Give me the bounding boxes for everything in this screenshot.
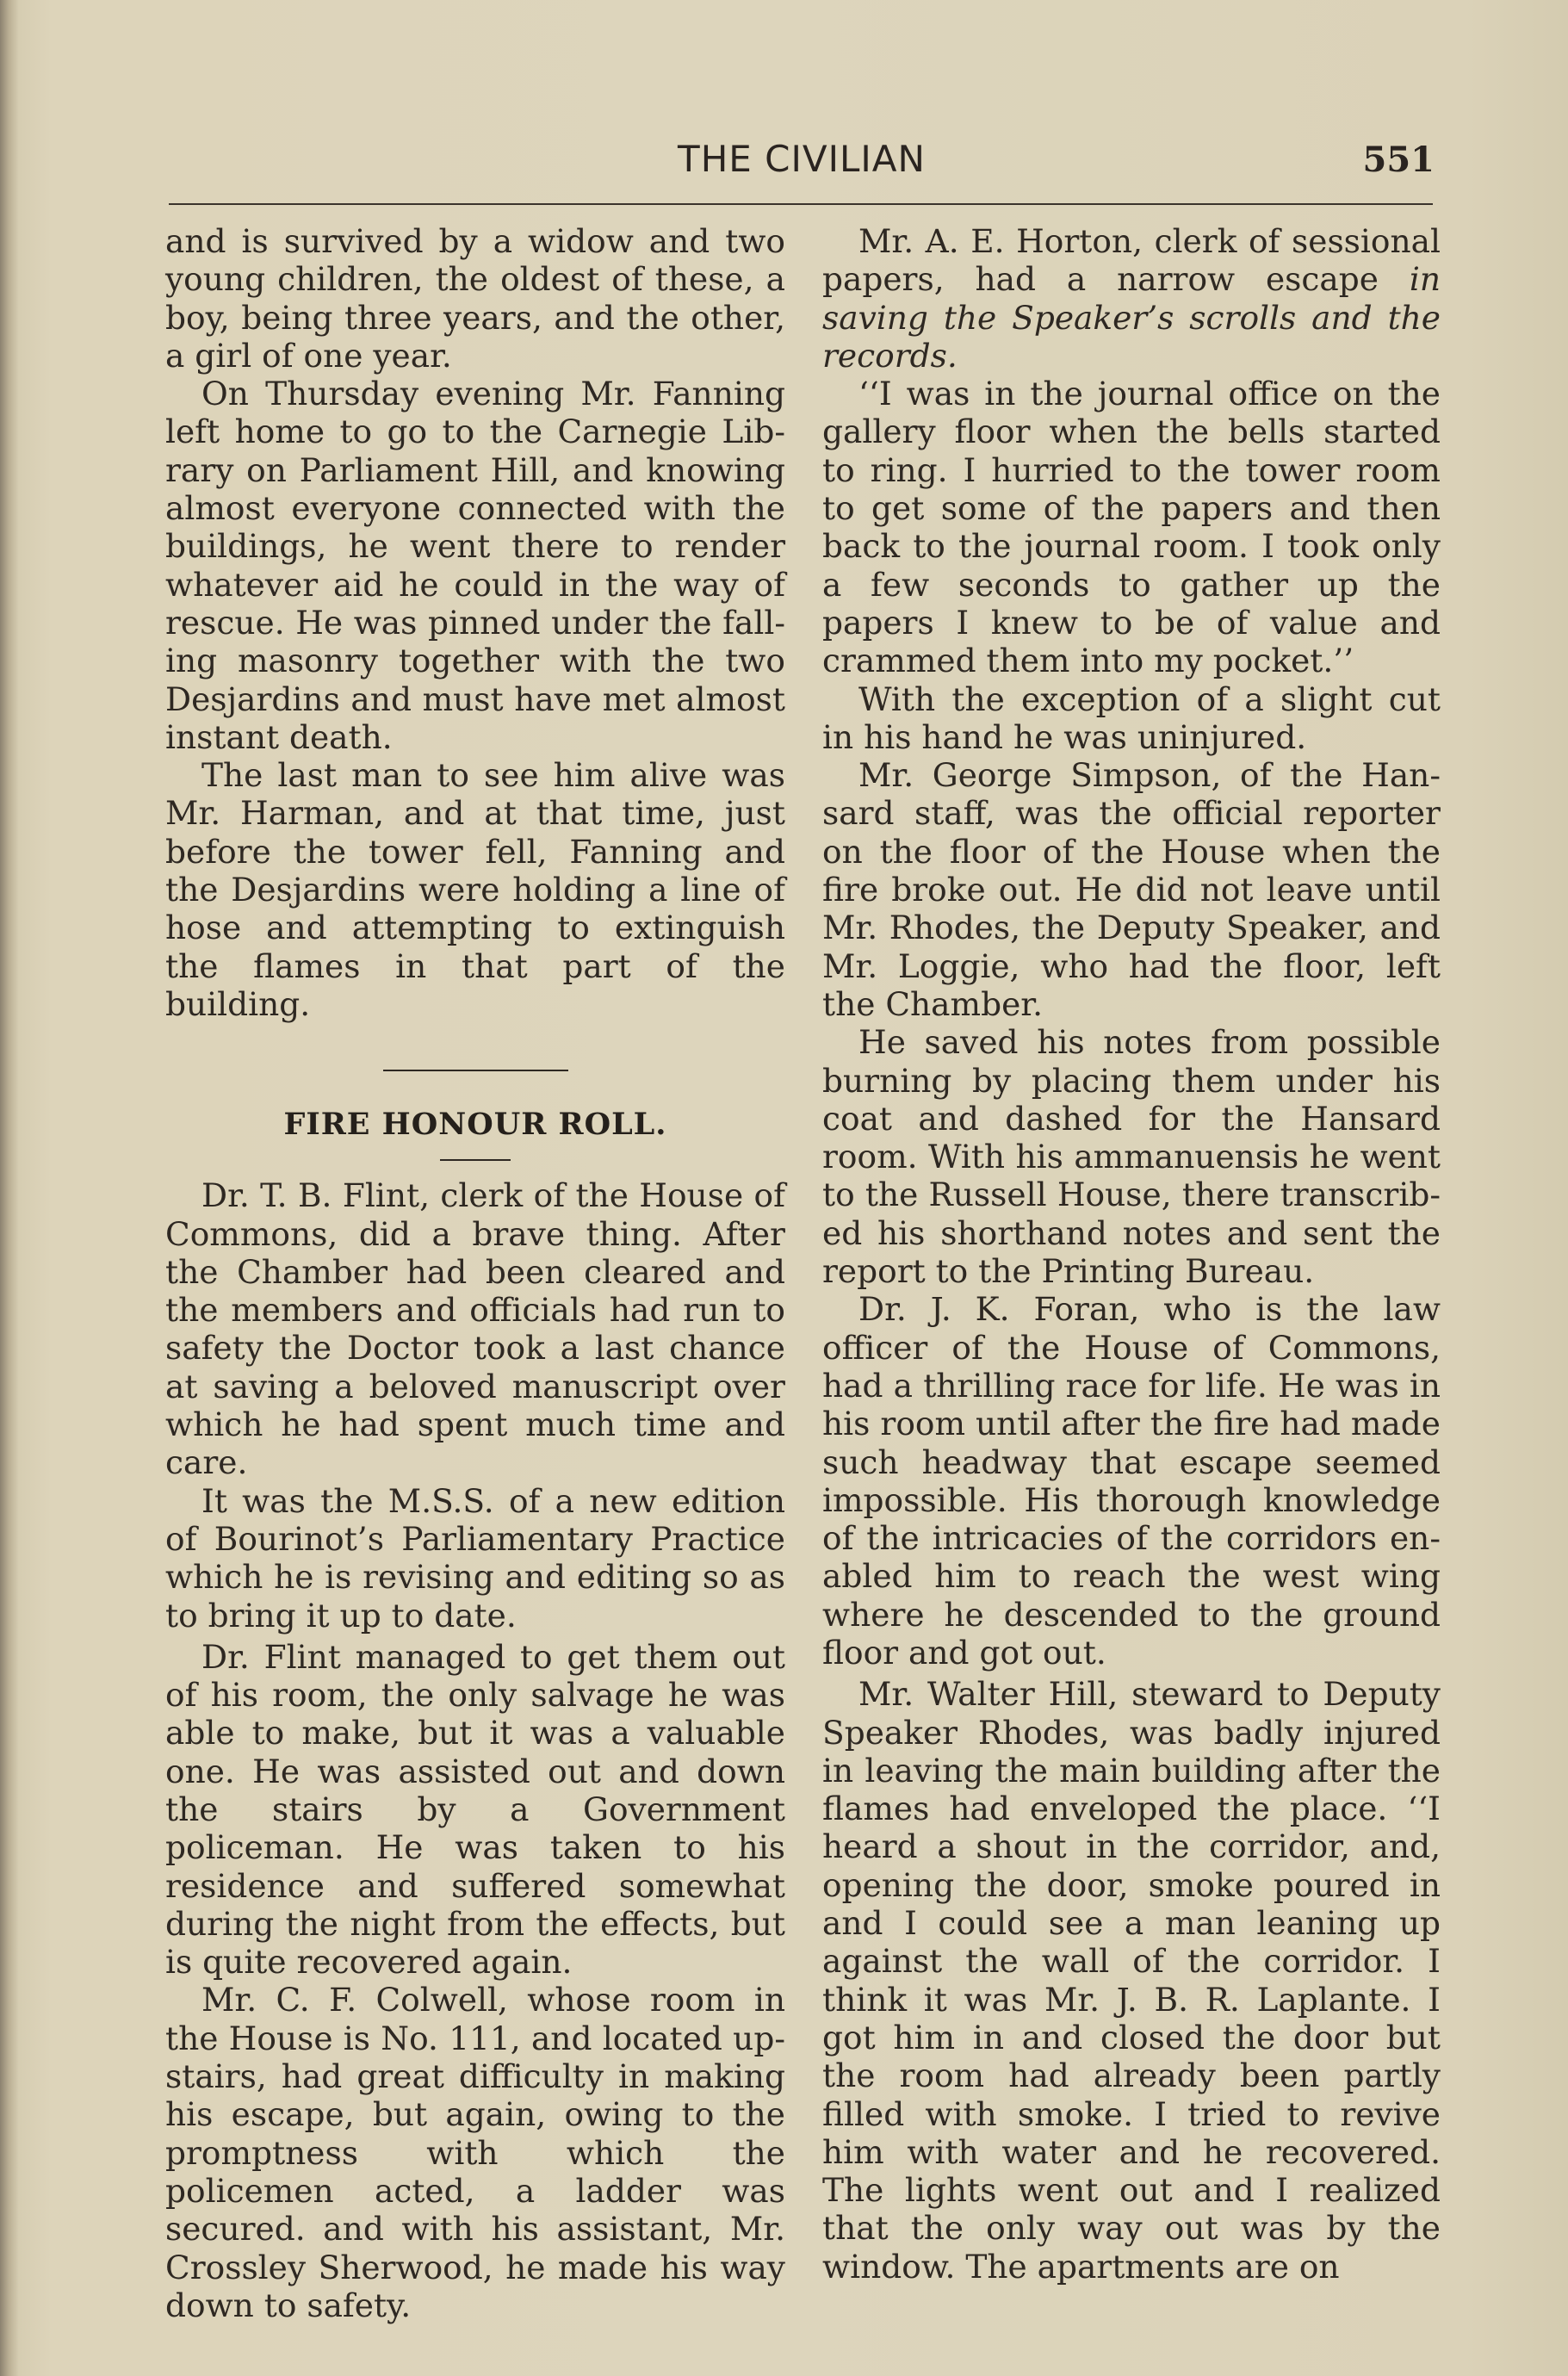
paragraph: Mr. C. F. Colwell, whose room in the House is No. 111, and located upstairs, had great difficulty in making his escape, but again, owing to the promptness with which the policemen acted, a ladder was secured. and with his assistant, Mr. Crossley Sherwood, he made his way down to safety. bbox=[165, 1981, 785, 2324]
paragraph: Dr. Flint managed to get them out of his room, the only salvage he was able to make, but it was a valuable one. He was assisted out and down the stairs by a Government policeman. He was taken to his residence and suffered somewhat during the night from the effects, but is quite recovered again. bbox=[165, 1637, 785, 1982]
heading-rule bbox=[440, 1159, 511, 1161]
paragraph: Dr. T. B. Flint, clerk of the House of Commons, did a brave thing. After the Chamber had been cleared and the members and officials had run to safety the Doctor took a last chance at saving a beloved manuscript over which he had spent much time and care. bbox=[165, 1176, 785, 1482]
paragraph: Mr. Walter Hill, steward to Deputy Speaker Rhodes, was badly injured in leaving the main building after the flames had enveloped the place. ‘‘I heard a shout in the corridor, and, opening the door, smoke poured in and I could see a man leaning up against the wall of the corridor. I think it was Mr. J. B. R. Laplante. I got him in and closed the door but the room had already been partly filled with smoke. I tried to revive him with water and he recovered. The lights went out and I realized that the only way out was by the window. The apartments are on bbox=[822, 1675, 1441, 2286]
paragraph: Dr. J. K. Foran, who is the law officer of the House of Commons, had a thrilling race for life. He was in his room until after the fire had made such headway that escape seemed impossible. His thorough knowledge of the intricacies of the corridors enabled him to reach the west wing where he descended to the ground floor and got out. bbox=[822, 1290, 1441, 1672]
header-rule bbox=[169, 203, 1433, 205]
paragraph: On Thursday evening Mr. Fanning left home to go to the Carnegie Library on Parliament Hill, and knowing almost everyone connected with the buildings, he went there to render whatever aid he could in the way of rescue. He was pinned under the falling masonry together with the two Desjardins and must have met almost instant death. bbox=[165, 375, 785, 756]
paragraph bbox=[822, 222, 1441, 375]
page-number: 551 bbox=[1362, 140, 1435, 180]
paragraph: The last man to see him alive was Mr. Harman, and at that time, just before the tower fell, Fanning and the Desjardins were holding a line of hose and attempting to extinguish the flames in that part of the building. bbox=[165, 756, 785, 1023]
left-column bbox=[165, 222, 785, 2324]
paragraph: ‘‘I was in the journal office on the gallery floor when the bells started to ring. I hurried to the tower room to get some of the papers and then back to the journal room. I took only a few seconds to gather up the papers I knew to be of value and crammed them into my pocket.’’ bbox=[822, 375, 1441, 680]
paragraph: With the exception of a slight cut in his hand he was uninjured. bbox=[822, 679, 1441, 756]
section-heading: FIRE HONOUR ROLL. bbox=[283, 1107, 667, 1143]
right-column bbox=[822, 222, 1441, 2286]
running-title: THE CIVILIAN bbox=[678, 138, 926, 180]
section-divider bbox=[383, 1070, 568, 1071]
italic-text: in saving the Speaker’s scrolls and the records. bbox=[822, 260, 1441, 375]
paragraph: He saved his notes from possible burning by placing them under his coat and dashed for the Hansard room. With his ammanuensis he went to the Russell House, there transcribed his shorthand notes and sent the report to the Printing Bureau. bbox=[822, 1023, 1441, 1291]
paragraph: Mr. George Simpson, of the Hansard staff, was the official reporter on the floor of the House when the fire broke out. He did not leave until Mr. Rhodes, the Deputy Speaker, and Mr. Loggie, who had the floor, left the Chamber. bbox=[822, 756, 1441, 1023]
paragraph-text: Mr. A. E. Horton, clerk of sessional papers, had a narrow escape bbox=[822, 222, 1441, 299]
page-header bbox=[169, 136, 1435, 196]
paragraph: and is survived by a widow and two young children, the oldest of these, a boy, being three years, and the other, a girl of one year. bbox=[165, 222, 785, 375]
paragraph: It was the M.S.S. of a new edition of Bourinot’s Parliamentary Practice which he is revising and editing so as to bring it up to date. bbox=[165, 1481, 785, 1635]
